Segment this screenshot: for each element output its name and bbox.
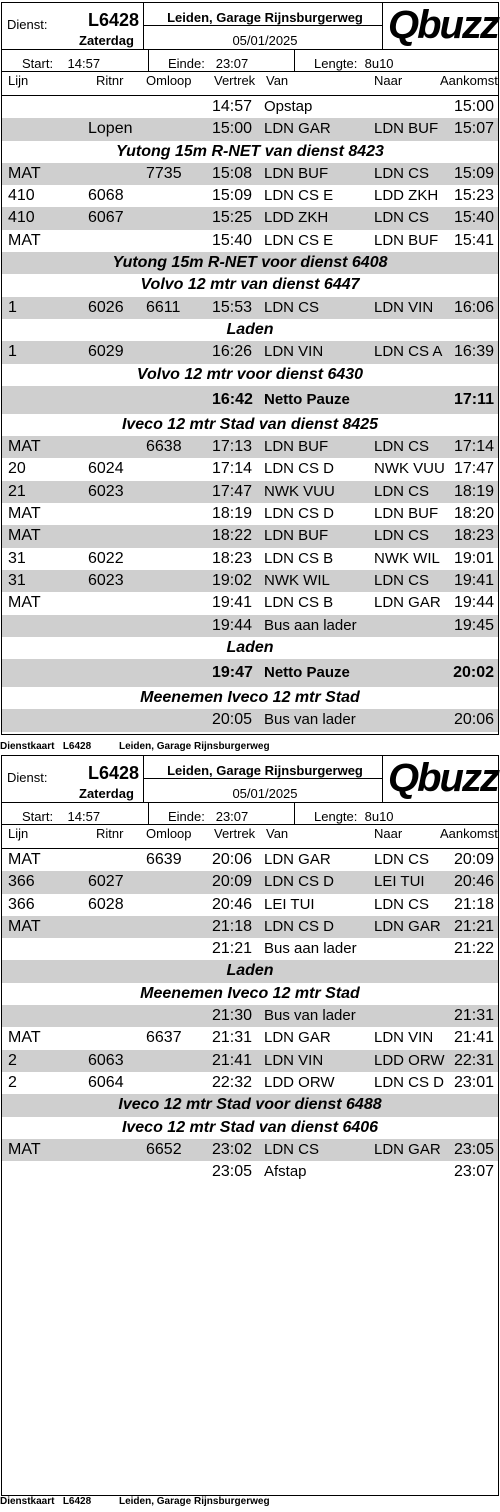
line-cell: MAT: [8, 164, 41, 182]
departure-cell: 15:25: [212, 209, 253, 227]
from-cell: LDN GAR: [264, 1029, 331, 1047]
to-cell: LDN VIN: [374, 298, 434, 316]
arrival-cell: 20:02: [453, 664, 494, 682]
from-cell: Bus aan lader: [264, 616, 357, 634]
dienst-label: Dienst:: [7, 770, 48, 785]
arrival-cell: 21:31: [453, 1007, 494, 1025]
from-cell: LDN CS E: [264, 231, 334, 249]
line-cell: 2: [8, 1073, 17, 1091]
from-cell: LDN CS D: [264, 873, 335, 891]
sheet-header: [2, 756, 498, 848]
arrival-cell: 21:41: [453, 1029, 494, 1047]
col-header-aankomst: Aankomst: [440, 826, 498, 841]
line-cell: MAT: [8, 917, 41, 935]
line-cell: MAT: [8, 527, 41, 545]
trip-number-cell: 6023: [88, 571, 124, 589]
trip-row: [2, 525, 498, 547]
col-header-van: Van: [266, 826, 289, 841]
departure-cell: 21:31: [212, 1029, 253, 1047]
page-footer: [0, 741, 270, 752]
departure-cell: 21:30: [212, 1007, 253, 1025]
departure-cell: 21:18: [212, 917, 253, 935]
section-heading: Iveco 12 mtr Stad voor dienst 6488: [2, 1094, 498, 1116]
to-cell: LDN CS: [374, 438, 430, 456]
departure-cell: 19:41: [212, 594, 253, 612]
line-cell: MAT: [8, 1029, 41, 1047]
garage-name: Leiden, Garage Rijnsburgerweg: [167, 763, 363, 778]
arrival-cell: 17:11: [453, 390, 494, 408]
arrival-cell: 21:18: [453, 895, 494, 913]
to-cell: LDN CS: [374, 482, 430, 500]
garage-name: Leiden, Garage Rijnsburgerweg: [167, 10, 363, 25]
dienst-code: L6428: [88, 763, 140, 783]
to-cell: NWK VUU: [374, 460, 445, 478]
col-header-vertrek: Vertrek: [214, 73, 256, 88]
col-header-omloop: Omloop: [146, 826, 192, 841]
trip-row: [2, 871, 498, 893]
service-date: 05/01/2025: [232, 786, 298, 801]
from-cell: LDN BUF: [264, 527, 329, 545]
arrival-cell: 19:44: [453, 594, 494, 612]
to-cell: LDN BUF: [374, 505, 439, 523]
line-cell: 1: [8, 343, 17, 361]
trip-row: [2, 297, 498, 319]
end-time: Einde: 23:07: [168, 809, 249, 824]
trip-row: [2, 1161, 498, 1183]
arrival-cell: 20:46: [453, 873, 494, 891]
duration: Lengte: 8u10: [314, 809, 394, 824]
from-cell: LDN VIN: [264, 343, 324, 361]
departure-cell: 20:06: [212, 851, 253, 868]
arrival-cell: 18:19: [453, 482, 494, 500]
col-header-naar: Naar: [374, 826, 403, 841]
to-cell: LDN CS A: [374, 343, 443, 361]
trip-row: [2, 207, 498, 229]
to-cell: LDN CS: [374, 164, 430, 182]
trip-number-cell: 6028: [88, 895, 124, 913]
trip-number-cell: 6027: [88, 873, 124, 891]
trip-number-cell: 6024: [88, 460, 124, 478]
trip-number-cell: Lopen: [88, 120, 133, 138]
departure-cell: 15:53: [212, 298, 253, 316]
from-cell: Bus aan lader: [264, 940, 357, 958]
from-cell: Bus van lader: [264, 1007, 356, 1025]
service-date: 05/01/2025: [232, 33, 298, 48]
to-cell: LDD ZKH: [374, 187, 439, 205]
from-cell: Netto Pauze: [264, 664, 350, 682]
departure-cell: 18:23: [212, 549, 253, 567]
col-header-van: Van: [266, 73, 289, 88]
line-cell: 21: [8, 482, 26, 500]
departure-cell: 20:05: [212, 711, 253, 729]
from-cell: LDN CS B: [264, 594, 334, 612]
to-cell: LDN CS: [374, 851, 430, 868]
to-cell: LEI TUI: [374, 873, 425, 891]
dienst-label: Dienst:: [7, 17, 48, 32]
col-header-ritnr: Ritnr: [96, 73, 124, 88]
to-cell: NWK WIL: [374, 549, 440, 567]
line-cell: MAT: [8, 438, 41, 456]
trip-row: [2, 436, 498, 458]
col-header-ritnr: Ritnr: [96, 826, 124, 841]
from-cell: LDN CS D: [264, 505, 335, 523]
section-heading: Laden: [226, 320, 274, 338]
from-cell: LDN BUF: [264, 438, 329, 456]
start-time: Start: 14:57: [22, 809, 101, 824]
departure-cell: 16:42: [212, 390, 253, 408]
block-cell: 6639: [146, 851, 182, 868]
from-cell: LDN CS: [264, 298, 320, 316]
schedule-table: [2, 848, 498, 1183]
section-heading: Laden: [2, 960, 498, 982]
departure-cell: 15:00: [212, 120, 253, 138]
arrival-cell: 16:39: [453, 343, 494, 361]
from-cell: LDN BUF: [264, 164, 329, 182]
start-time: Start: 14:57: [22, 56, 101, 71]
end-time: Einde: 23:07: [168, 56, 249, 71]
trip-row: [2, 615, 498, 637]
trip-row: [2, 503, 498, 525]
line-cell: 20: [8, 460, 26, 478]
trip-number-cell: 6022: [88, 549, 124, 567]
to-cell: LDD ORW: [374, 1051, 445, 1069]
trip-row: [2, 570, 498, 592]
arrival-cell: 18:20: [453, 505, 494, 523]
trip-row: [2, 230, 498, 252]
trip-row: [2, 1139, 498, 1161]
col-header-omloop: Omloop: [146, 73, 192, 88]
line-cell: MAT: [8, 851, 41, 868]
departure-cell: 15:09: [212, 187, 253, 205]
trip-row: [2, 592, 498, 614]
footer-garage: Leiden, Garage Rijnsburgerweg: [118, 741, 270, 752]
arrival-cell: 16:06: [453, 298, 494, 316]
arrival-cell: 15:23: [453, 187, 494, 205]
arrival-cell: 19:01: [453, 549, 494, 567]
departure-cell: 23:02: [212, 1140, 253, 1158]
trip-row: [2, 849, 498, 871]
trip-number-cell: 6026: [88, 298, 124, 316]
departure-cell: 21:41: [212, 1051, 253, 1069]
arrival-cell: 19:41: [453, 571, 494, 589]
line-cell: 1: [8, 298, 17, 316]
arrival-cell: 15:09: [453, 164, 494, 182]
departure-cell: 23:05: [212, 1163, 253, 1181]
day-of-week: Zaterdag: [79, 786, 134, 801]
to-cell: LDN BUF: [374, 231, 439, 249]
arrival-cell: 23:07: [453, 1163, 494, 1181]
qbuzz-logo: Qbuzz: [388, 3, 498, 47]
day-of-week: Zaterdag: [79, 33, 134, 48]
departure-cell: 18:19: [212, 505, 253, 523]
pause-row: [2, 659, 498, 687]
section-heading: Yutong 15m R-NET van dienst 8423: [116, 142, 384, 160]
trip-row: [2, 481, 498, 503]
departure-cell: 19:47: [212, 664, 253, 682]
from-cell: LDN CS B: [264, 549, 334, 567]
block-cell: 6638: [146, 438, 182, 456]
trip-row: [2, 894, 498, 916]
dienst-code: L6428: [88, 10, 140, 30]
from-cell: NWK VUU: [264, 482, 335, 500]
trip-row: [2, 1027, 498, 1049]
from-cell: LEI TUI: [264, 895, 315, 913]
departure-cell: 22:32: [212, 1073, 253, 1091]
line-cell: 31: [8, 571, 26, 589]
departure-cell: 21:21: [212, 940, 253, 958]
section-heading: Meenemen Iveco 12 mtr Stad: [140, 689, 360, 707]
page-footer: [0, 1496, 270, 1507]
footer-garage: Leiden, Garage Rijnsburgerweg: [118, 1496, 270, 1507]
section-heading: Yutong 15m R-NET voor dienst 6408: [2, 252, 498, 274]
from-cell: LDD ORW: [264, 1073, 335, 1091]
to-cell: LDN CS: [374, 895, 430, 913]
trip-row: [2, 1072, 498, 1094]
from-cell: LDN CS D: [264, 460, 335, 478]
departure-cell: 15:08: [212, 164, 253, 182]
from-cell: Opstap: [264, 98, 313, 115]
col-header-lijn: Lijn: [8, 826, 29, 841]
from-cell: LDN CS E: [264, 187, 334, 205]
trip-row: [2, 916, 498, 938]
dienstkaart-page-1: [1, 2, 499, 735]
departure-cell: 16:26: [212, 343, 253, 361]
arrival-cell: 17:47: [453, 460, 494, 478]
block-cell: 7735: [146, 164, 182, 182]
trip-row: [2, 1005, 498, 1027]
trip-number-cell: 6063: [88, 1051, 124, 1069]
trip-row: [2, 118, 498, 140]
section-heading: Volvo 12 mtr van dienst 6447: [140, 276, 360, 294]
arrival-cell: 15:00: [453, 98, 494, 115]
departure-cell: 20:09: [212, 873, 253, 891]
col-header-lijn: Lijn: [8, 73, 29, 88]
line-cell: 2: [8, 1051, 17, 1069]
from-cell: Afstap: [264, 1163, 307, 1181]
block-cell: 6637: [146, 1029, 182, 1047]
line-cell: MAT: [8, 594, 41, 612]
from-cell: Bus van lader: [264, 711, 356, 729]
departure-cell: 17:47: [212, 482, 253, 500]
departure-cell: 17:13: [212, 438, 253, 456]
duration: Lengte: 8u10: [314, 56, 394, 71]
trip-row: [2, 163, 498, 185]
from-cell: LDN GAR: [264, 120, 331, 138]
from-cell: LDN VIN: [264, 1051, 324, 1069]
trip-row: [2, 341, 498, 363]
footer-label: Dienstkaart: [0, 741, 55, 752]
section-heading: Laden: [226, 638, 274, 656]
qbuzz-logo: Qbuzz: [388, 756, 498, 800]
line-cell: 366: [8, 895, 35, 913]
schedule-table: [2, 95, 498, 732]
pause-row: [2, 386, 498, 414]
departure-cell: 17:14: [212, 460, 253, 478]
footer-code: L6428: [62, 1496, 92, 1507]
line-cell: 31: [8, 549, 26, 567]
dienstkaart-page-2: [1, 755, 499, 1496]
arrival-cell: 23:05: [453, 1140, 494, 1158]
to-cell: LDN CS: [374, 209, 430, 227]
departure-cell: 19:44: [212, 616, 253, 634]
from-cell: LDN CS D: [264, 917, 335, 935]
arrival-cell: 15:41: [453, 231, 494, 249]
from-cell: LDD ZKH: [264, 209, 329, 227]
arrival-cell: 20:06: [453, 711, 494, 729]
departure-cell: 14:57: [212, 98, 253, 115]
arrival-cell: 19:45: [453, 616, 494, 634]
to-cell: LDN GAR: [374, 1140, 441, 1158]
arrival-cell: 17:14: [453, 438, 494, 456]
line-cell: 410: [8, 209, 35, 227]
departure-cell: 15:40: [212, 231, 253, 249]
col-header-vertrek: Vertrek: [214, 826, 256, 841]
trip-row: [2, 548, 498, 570]
section-heading: Iveco 12 mtr Stad van dienst 8425: [121, 415, 379, 433]
to-cell: LDN CS: [374, 527, 430, 545]
line-cell: MAT: [8, 1140, 41, 1158]
arrival-cell: 15:07: [453, 120, 494, 138]
arrival-cell: 15:40: [453, 209, 494, 227]
trip-number-cell: 6067: [88, 209, 124, 227]
footer-code: L6428: [62, 741, 92, 752]
block-cell: 6611: [146, 298, 181, 316]
departure-cell: 20:46: [212, 895, 253, 913]
block-cell: 6652: [146, 1140, 182, 1158]
line-cell: MAT: [8, 505, 41, 523]
trip-row: [2, 185, 498, 207]
to-cell: LDN GAR: [374, 917, 441, 935]
col-header-aankomst: Aankomst: [440, 73, 498, 88]
line-cell: MAT: [8, 231, 41, 249]
col-header-naar: Naar: [374, 73, 403, 88]
trip-number-cell: 6029: [88, 343, 124, 361]
sheet-header: [2, 3, 498, 95]
from-cell: LDN GAR: [264, 851, 331, 868]
from-cell: NWK WIL: [264, 571, 330, 589]
departure-cell: 18:22: [212, 527, 253, 545]
to-cell: LDN CS: [374, 571, 430, 589]
section-heading: Volvo 12 mtr voor dienst 6430: [136, 365, 364, 383]
arrival-cell: 21:22: [453, 940, 494, 958]
trip-number-cell: 6068: [88, 187, 124, 205]
from-cell: Netto Pauze: [264, 390, 350, 408]
line-cell: 366: [8, 873, 35, 891]
trip-number-cell: 6023: [88, 482, 124, 500]
footer-label: Dienstkaart: [0, 1496, 55, 1507]
section-heading: Meenemen Iveco 12 mtr Stad: [140, 984, 360, 1002]
trip-row: [2, 1050, 498, 1072]
arrival-cell: 22:31: [453, 1051, 494, 1069]
trip-row: [2, 938, 498, 960]
arrival-cell: 20:09: [453, 851, 494, 868]
trip-row: [2, 709, 498, 731]
arrival-cell: 23:01: [453, 1073, 494, 1091]
line-cell: 410: [8, 187, 35, 205]
trip-number-cell: 6064: [88, 1073, 124, 1091]
to-cell: LDN VIN: [374, 1029, 434, 1047]
to-cell: LDN CS D: [374, 1073, 445, 1091]
to-cell: LDN BUF: [374, 120, 439, 138]
arrival-cell: 21:21: [453, 917, 494, 935]
trip-row: [2, 96, 498, 118]
departure-cell: 19:02: [212, 571, 253, 589]
trip-row: [2, 458, 498, 480]
section-heading: Iveco 12 mtr Stad van dienst 6406: [121, 1118, 379, 1136]
to-cell: LDN GAR: [374, 594, 441, 612]
arrival-cell: 18:23: [453, 527, 494, 545]
from-cell: LDN CS: [264, 1140, 320, 1158]
